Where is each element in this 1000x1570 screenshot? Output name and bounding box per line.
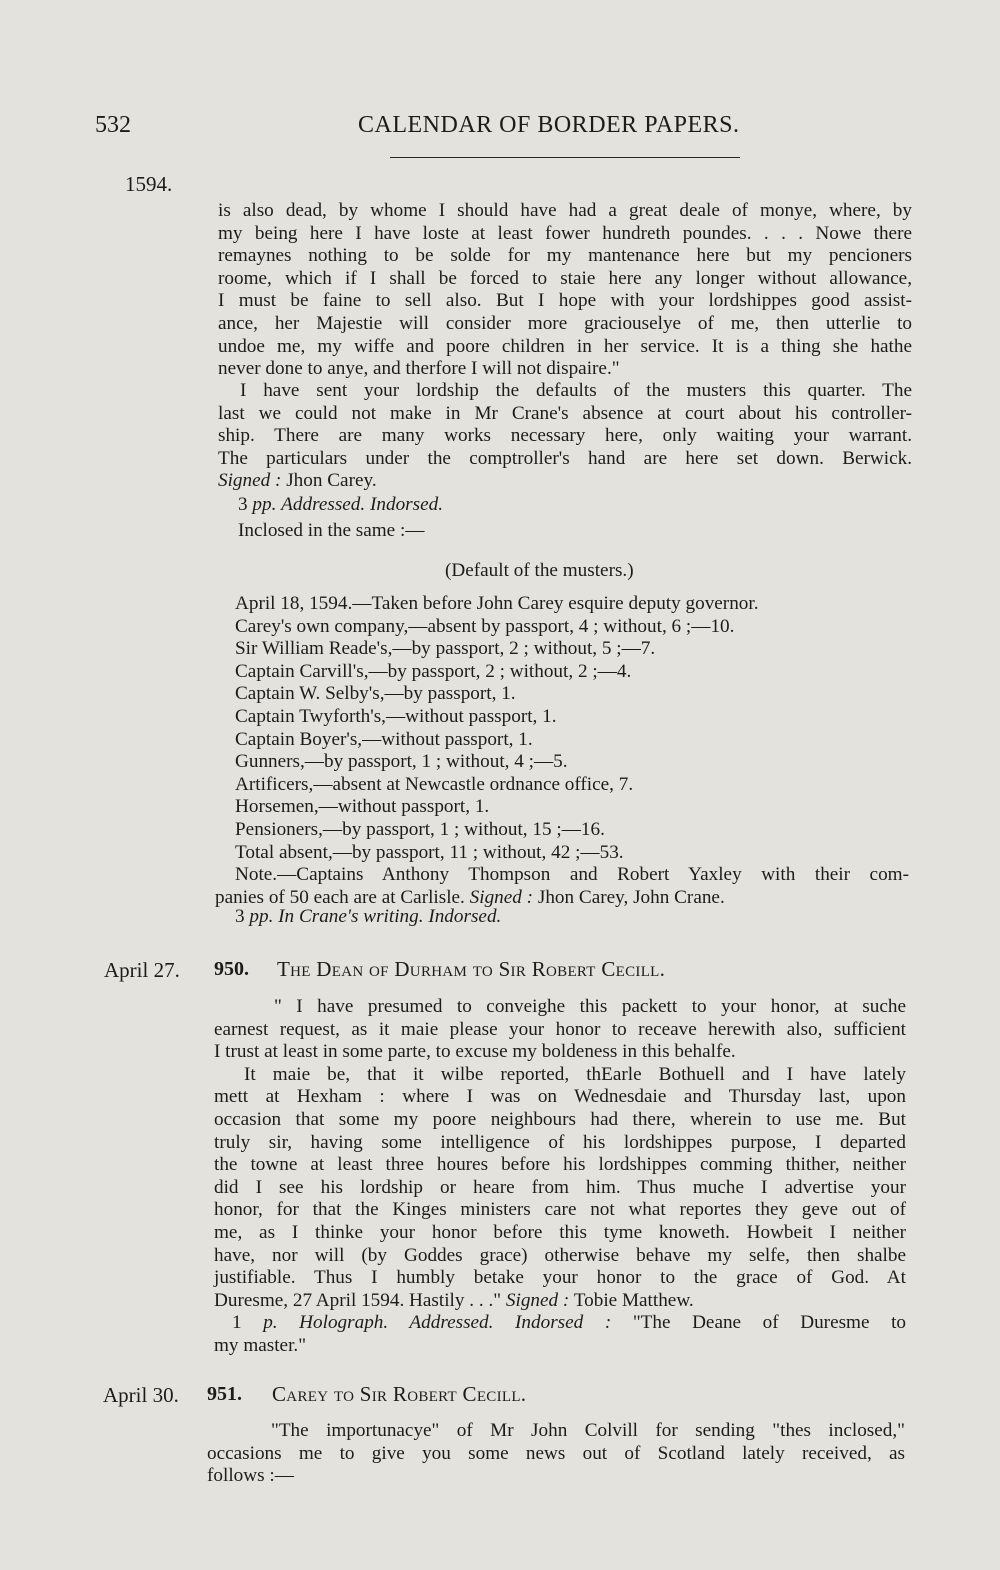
- text-line: my master.": [214, 1334, 307, 1356]
- text-line: (Default of the musters.): [445, 560, 634, 581]
- text-line: " I have presumed to conveighe this packett to your honor, at suche: [274, 996, 906, 1017]
- text-line: ship. There are many works necessary here, only waiting your warrant.: [218, 425, 912, 447]
- margin-year: 1594.: [125, 172, 173, 196]
- signatory: Jhon Carey, John Crane.: [537, 886, 725, 908]
- pages-abbrev: pp.: [249, 906, 274, 927]
- page-count: 3: [235, 906, 245, 927]
- text-line: [235, 906, 895, 929]
- entry-number: 950.: [214, 958, 249, 980]
- list-item: Total absent,—by passport, 11 ; without, 42 ;—53.: [235, 841, 624, 863]
- entry-date: April 27.: [104, 958, 180, 982]
- note-text: panies of 50 each are at Carlisle.: [215, 886, 465, 908]
- letter-body: [214, 996, 906, 1358]
- page-number: 532: [95, 112, 131, 138]
- list-item: Gunners,—by passport, 1 ; without, 4 ;—5.: [235, 751, 568, 773]
- entry-date: April 30.: [103, 1383, 179, 1407]
- text-line: It maie be, that it wilbe reported, thEarle Bothuell and I have lately: [244, 1063, 906, 1085]
- list-item: Captain Carvill's,—by passport, 2 ; without, 2 ;—4.: [235, 660, 632, 682]
- text-line: The particulars under the comptroller's hand are here set down. Berwick.: [218, 447, 912, 469]
- signatory: Jhon Carey.: [286, 470, 377, 492]
- muster-list: [235, 593, 905, 864]
- text-line: never done to anye, and therfore I will not dispaire.": [218, 358, 620, 380]
- text-line: remaynes nothing to be solde for my mantenance here but my pencioners: [218, 245, 912, 267]
- signed-label: Signed :: [218, 470, 282, 492]
- description-note: [214, 1312, 906, 1335]
- list-item: Pensioners,—by passport, 1 ; without, 15 ;—16.: [235, 818, 605, 840]
- pages-abbrev: p.: [263, 1312, 278, 1334]
- list-item: Carey's own company,—absent by passport, 4 ; without, 6 ;—10.: [235, 615, 735, 637]
- text-line: follows :—: [207, 1465, 294, 1487]
- list-item: Horsemen,—without passport, 1.: [235, 796, 490, 818]
- text-line: I must be faine to sell also. But I hope with your lordshippes good assist-: [218, 290, 912, 312]
- summary-paragraph: [218, 380, 912, 493]
- list-item: Captain W. Selby's,—by passport, 1.: [235, 683, 516, 705]
- description-note: [235, 906, 895, 929]
- endorsement-quote: "The Deane of Duresme to: [632, 1312, 907, 1334]
- signed-label: Signed :: [505, 1289, 570, 1311]
- text-segment: Duresme, 27 April 1594. Hastily . . .": [214, 1289, 502, 1311]
- signatory: Tobie Matthew.: [573, 1289, 694, 1311]
- note-text: In Crane's writing. Indorsed.: [278, 906, 502, 927]
- text-line: truly sir, having some intelligence of his lordshippes purpose, I departed: [214, 1131, 906, 1153]
- note-text: Addressed. Indorsed.: [281, 494, 444, 515]
- list-item: Artificers,—absent at Newcastle ordnance office, 7.: [235, 773, 634, 795]
- text-line: is also dead, by whome I should have had a great deale of monye, where, by: [218, 200, 912, 221]
- text-line: I have sent your lordship the defaults of the musters this quarter. The: [240, 380, 912, 401]
- text-line: "The importunacye" of Mr John Colvill for sending "thes inclosed,": [271, 1420, 905, 1441]
- text-line: honor, for that the Kinges ministers care not what reportes they geve out of: [214, 1199, 906, 1221]
- text-line: occasion that some my poore neighbours had there, wherein to use me. But: [214, 1108, 906, 1130]
- entry-heading: The Dean of Durham to Sir Robert Cecill.: [277, 957, 666, 981]
- page-count: 1: [232, 1312, 242, 1334]
- text-line: I trust at least in some parte, to excuse my boldeness in this behalfe.: [214, 1041, 736, 1063]
- text-line: occasions me to give you some news out of Scotland lately received, as: [207, 1442, 905, 1464]
- text-line: the towne at least three houres before his lordshippes comming thither, neither: [214, 1154, 906, 1176]
- list-item: Captain Twyforth's,—without passport, 1.: [235, 705, 557, 727]
- signed-label: Signed :: [469, 886, 534, 908]
- letter-body: [207, 1420, 905, 1488]
- inclosure-label: [238, 520, 898, 543]
- muster-heading: [445, 560, 745, 583]
- list-item: Sir William Reade's,—by passport, 2 ; without, 5 ;—7.: [235, 638, 656, 660]
- text-line: ance, her Majestie will consider more graciouselye of me, then utterlie to: [218, 312, 912, 334]
- entry-heading: Carey to Sir Robert Cecill.: [272, 1382, 527, 1406]
- muster-note: [215, 864, 909, 909]
- description-note: [238, 494, 898, 517]
- letter-continuation: [218, 200, 912, 381]
- text-line: Inclosed in the same :—: [238, 520, 425, 541]
- text-line: have, nor will (by Goddes grace) otherwise behave my selfe, then shalbe: [214, 1244, 906, 1266]
- text-line: my being here I have loste at least fower hundreth poundes. . . . Nowe there: [218, 222, 912, 244]
- page-count: 3: [238, 494, 248, 515]
- text-line: [238, 494, 898, 517]
- text-line: roome, which if I shall be forced to staie here any longer without allowance,: [218, 267, 912, 289]
- text-line: earnest request, as it maie please your honor to receave herewith also, sufficient: [214, 1018, 906, 1040]
- pages-abbrev: pp.: [252, 494, 277, 515]
- text-line: Note.—Captains Anthony Thompson and Robert Yaxley with their com-: [235, 864, 909, 885]
- header-rule: [390, 157, 740, 158]
- list-item: Captain Boyer's,—without passport, 1.: [235, 728, 533, 750]
- text-line: undoe me, my wiffe and poore children in her service. It is a thing she hathe: [218, 335, 912, 357]
- text-line: did I see his lordship or heare from him. Thus muche I advertise your: [214, 1176, 906, 1198]
- signature-line: [214, 1290, 906, 1313]
- text-line: me, as I thinke your honor before this tyme knoweth. Howbeit I neither: [214, 1221, 906, 1243]
- entry-number: 951.: [207, 1383, 242, 1405]
- note-text: Holograph. Addressed. Indorsed :: [299, 1312, 612, 1334]
- running-title: CALENDAR OF BORDER PAPERS.: [358, 112, 740, 138]
- text-line: last we could not make in Mr Crane's absence at court about his controller-: [218, 402, 912, 424]
- list-item: April 18, 1594.—Taken before John Carey esquire deputy governor.: [235, 593, 759, 614]
- text-line: justifiable. Thus I humbly betake your honor to the grace of God. At: [214, 1267, 906, 1289]
- text-line: mett at Hexham : where I was on Wednesdaie and Thursday last, upon: [214, 1086, 906, 1108]
- signature-line: [218, 470, 912, 493]
